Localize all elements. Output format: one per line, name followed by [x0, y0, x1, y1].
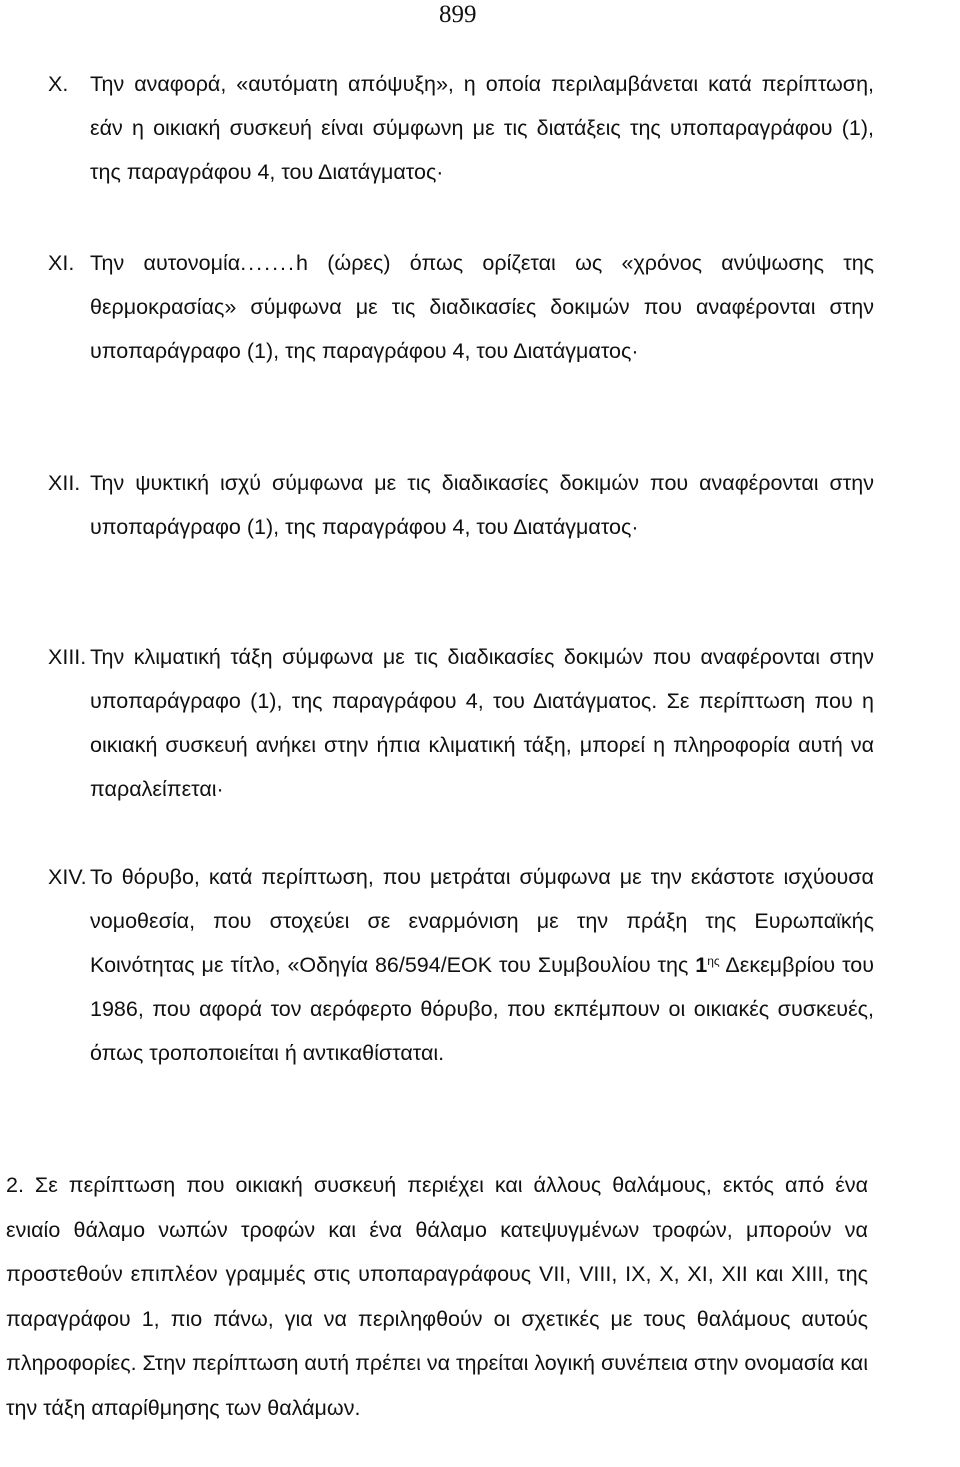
day-ordinal: ης [707, 954, 720, 968]
blank-dots: ....... [240, 251, 297, 275]
list-item-xii [48, 461, 874, 549]
item-text: Την ψυκτική ισχύ σύμφωνα με τις διαδικασίες δοκιμών που αναφέρονται στην υποπαράγραφο (1), της παραγράφου 4, του Διατάγματος· [90, 471, 874, 539]
list-item-xi [48, 241, 874, 373]
item-text [90, 855, 874, 1075]
paragraph-2: 2. Σε περίπτωση που οικιακή συσκευή περιέχει και άλλους θαλάμους, εκτός από ένα ενιαίο θάλαμο νωπών τροφών και ένα θάλαμο κατεψυγμένων τροφών, μπορούν να προστεθούν επιπλέον γραμμές στις υποπαραγράφους VII, VIII, IX, X, XI, XII και XIII, της παραγράφου 1, πιο πάνω, για να περιληφθούν οι σχετικές με τους θαλάμους αυτούς πληροφορίες. Στην περίπτωση αυτή πρέπει να τηρείται λογική συνέπεια στην ονομασία και την τάξη απαρίθμησης των θαλάμων. [6, 1173, 869, 1420]
page-number: 899 [439, 1, 477, 28]
item-number: XIV. [48, 865, 87, 889]
item-text-rest: h (ώρες) όπως ορίζεται ως «χρόνος ανύψωσης της θερμοκρασίας» σύμφωνα με τις διαδικασίες δοκιμών που αναφέρονται στην υποπαράγραφο (1), της παραγράφου 4, του Διατάγματος· [90, 251, 875, 363]
item-number: XI. [48, 251, 75, 275]
item-text-start: Την αυτονομία [90, 251, 241, 275]
item-text: Την αναφορά, «αυτόματη απόψυξη», η οποία περιλαμβάνεται κατά περίπτωση, εάν η οικιακή συσκευή είναι σύμφωνη με τις διατάξεις της υποπαραγράφου (1), της παραγράφου 4, του Διατάγματος· [90, 72, 874, 184]
item-text-rest: Δεκεμβρίου του 1986, που αφορά τον αερόφερτο θόρυβο, που εκπέμπουν οι οικιακές συσκευές, όπως τροποποιείται ή αντικαθίσταται. [90, 953, 874, 1065]
item-text: Την κλιματική τάξη σύμφωνα με τις διαδικασίες δοκιμών που αναφέρονται στην υποπαράγραφο (1), της παραγράφου 4, του Διατάγματος. Σε περίπτωση που η οικιακή συσκευή ανήκει στην ήπια κλιματική τάξη, μπορεί η πληροφορία αυτή να παραλείπεται· [90, 645, 874, 801]
item-number: XIII. [48, 645, 87, 669]
item-text [90, 241, 874, 373]
day-number: 1 [695, 953, 708, 977]
list-item-xiv [48, 855, 874, 1075]
list-item-xiii [48, 635, 874, 811]
list-item-x [48, 62, 874, 194]
item-number: X. [48, 72, 69, 96]
item-number: XII. [48, 471, 81, 495]
item-text-start: Το θόρυβο, κατά περίπτωση, που μετράται σύμφωνα με την εκάστοτε ισχύουσα νομοθεσία, που στοχεύει σε εναρμόνιση με την πράξη της Ευρωπαϊκής Κοινότητας με τίτλο, «Οδηγία 86/594/ΕΟΚ του Συμβουλίου της [90, 865, 874, 977]
